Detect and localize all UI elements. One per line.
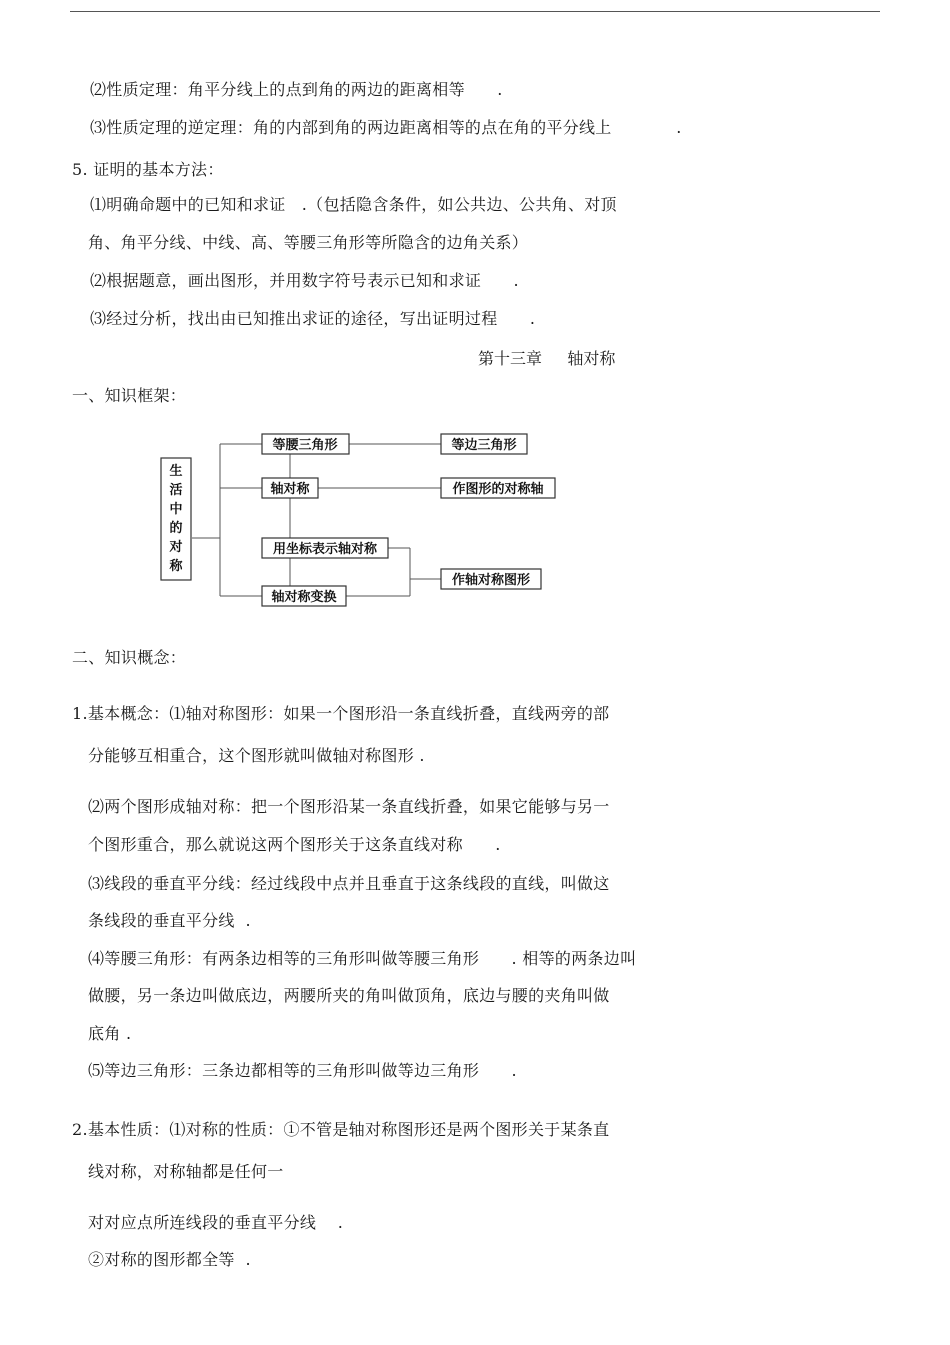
text-line: ⑴明确命题中的已知和求证 .（包括隐含条件，如公共边、公共角、对顶 [90,195,617,214]
text-line: ⑵两个图形成轴对称：把一个图形沿某一条直线折叠，如果它能够与另一 [88,797,610,816]
text-line: 角、角平分线、中线、高、等腰三角形等所隐含的边角关系） [88,233,529,252]
text-line: ②对称的图形都全等 . [88,1250,251,1269]
text-line: ⑶线段的垂直平分线：经过线段中点并且垂直于这条线段的直线，叫做这 [88,874,610,893]
text-line: ⑵性质定理：角平分线上的点到角的两边的距离相等 . [90,80,503,99]
text-line: 对对应点所连线段的垂直平分线 . [88,1213,344,1232]
section-heading: 二、知识概念： [72,648,187,667]
root-char: 的 [169,521,183,536]
root-char: 活 [169,483,183,498]
svg-text:作轴对称图形: 作轴对称图形 [451,573,531,588]
root-char: 对 [169,540,183,555]
text-line: ⑷等腰三角形：有两条边相等的三角形叫做等腰三角形 . 相等的两条边叫 [88,949,637,968]
section-heading: 5. 证明的基本方法： [72,160,224,179]
node-axis-symmetry [262,478,318,498]
text-line: 2.基本性质：⑴对称的性质：①不管是轴对称图形还是两个图形关于某条直 [72,1120,610,1139]
node-transform [262,586,346,606]
text-line: 条线段的垂直平分线 . [88,911,251,930]
svg-text:轴对称变换: 轴对称变换 [271,590,337,605]
node-draw-axis [441,478,555,498]
root-char: 生 [169,464,183,479]
node-equilateral [441,434,527,454]
text-line: 线对称，对称轴都是任何一 [88,1162,284,1181]
text-line: ⑶性质定理的逆定理：角的内部到角的两边距离相等的点在角的平分线上 . [90,118,682,137]
node-coordinate [262,538,388,558]
root-node [161,458,191,580]
text-line: ⑶经过分析，找出由已知推出求证的途径，写出证明过程 . [90,309,536,328]
svg-text:等边三角形: 等边三角形 [451,438,517,453]
text-line: ⑵根据题意，画出图形，并用数字符号表示已知和求证 . [90,271,519,290]
knowledge-framework-diagram [0,0,950,640]
section-heading: 一、知识框架： [72,386,187,405]
chapter-title: 第十三章 轴对称 [478,349,616,368]
svg-text:用坐标表示轴对称: 用坐标表示轴对称 [272,542,378,557]
text-line: ⑸等边三角形：三条边都相等的三角形叫做等边三角形 . [88,1061,517,1080]
svg-text:轴对称: 轴对称 [270,482,310,497]
text-line: 1.基本概念：⑴轴对称图形：如果一个图形沿一条直线折叠，直线两旁的部 [72,704,610,723]
node-draw-figure [441,569,541,589]
svg-text:等腰三角形: 等腰三角形 [272,438,338,453]
text-line: 做腰，另一条边叫做底边，两腰所夹的角叫做顶角，底边与腰的夹角叫做 [88,986,610,1005]
text-line: 分能够互相重合，这个图形就叫做轴对称图形 . [88,746,425,765]
svg-text:作图形的对称轴: 作图形的对称轴 [452,482,544,497]
text-line: 个图形重合，那么就说这两个图形关于这条直线对称 . [88,835,501,854]
node-isosceles [262,434,349,454]
root-char: 中 [169,502,183,517]
root-char: 称 [169,559,183,574]
text-line: 底角 . [88,1024,132,1043]
